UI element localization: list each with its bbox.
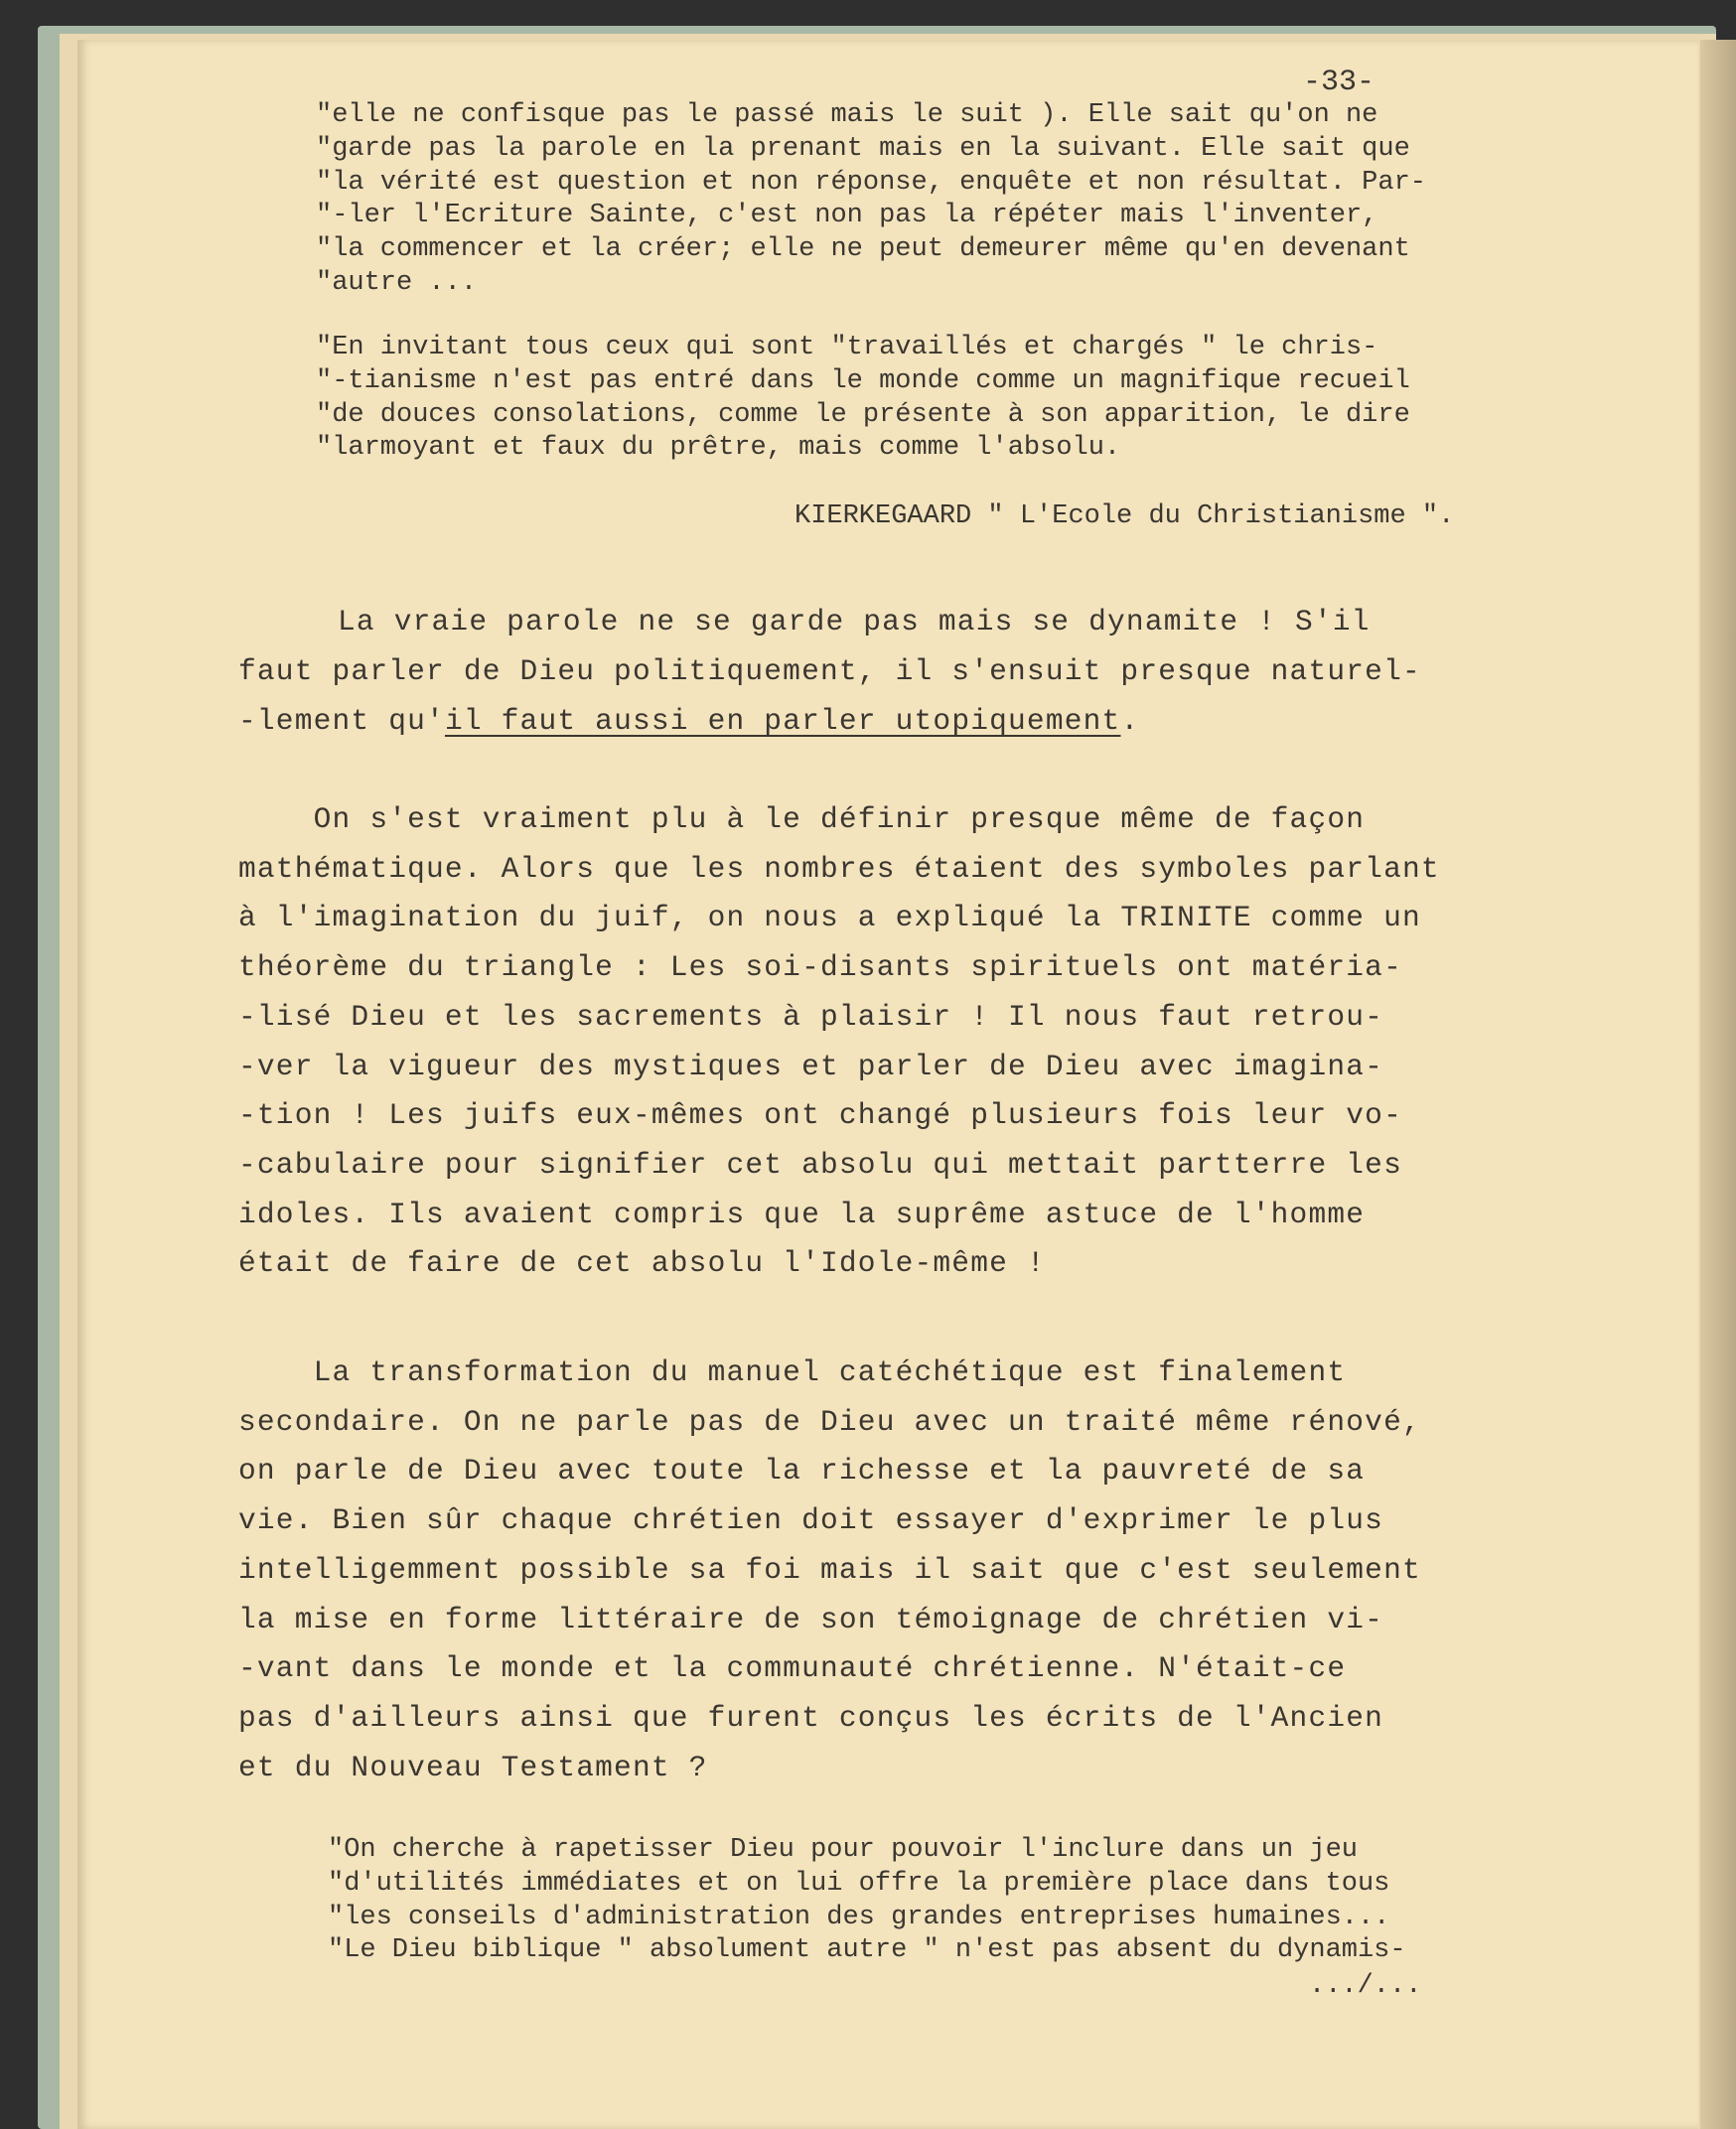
quote-1-line: "-ler l'Ecriture Sainte, c'est non pas la répéter mais l'inventer,	[316, 201, 1378, 231]
paragraph-1-continued	[238, 647, 1421, 746]
paragraph-2-line: -ver la vigueur des mystiques et parler de Dieu avec imagina-	[238, 1049, 1384, 1083]
quote-3-line: "On cherche à rapetisser Dieu pour pouvoir l'inclure dans un jeu	[328, 1835, 1358, 1865]
paragraph-1-line: faut parler de Dieu politiquement, il s'ensuit presque naturel-	[238, 654, 1421, 688]
quote-1-line: "la vérité est question et non réponse, enquête et non résultat. Par-	[316, 167, 1426, 198]
paragraph-2-line: On s'est vraiment plu à le définir presque même de façon	[238, 802, 1366, 836]
quote-attribution: KIERKEGAARD " L'Ecole du Christianisme ".	[795, 501, 1455, 531]
paragraph-2-line: était de faire de cet absolu l'Idole-même !	[238, 1246, 1046, 1281]
paragraph-3-line: intelligemment possible sa foi mais il sait que c'est seulement	[238, 1552, 1421, 1587]
quote-2-line: "de douces consolations, comme le présente à son apparition, le dire	[316, 399, 1410, 430]
paragraph-1-line-suffix: .	[1120, 703, 1140, 738]
quote-2-line: "En invitant tous ceux qui sont "travaillés et chargés " le chris-	[316, 333, 1378, 362]
paragraph-3-line: pas d'ailleurs ainsi que furent conçus les écrits de l'Ancien	[238, 1700, 1384, 1735]
binding-edge	[1700, 40, 1736, 2129]
paragraph-2-line: mathématique. Alors que les nombres étaient des symboles parlant	[238, 851, 1440, 886]
quote-1-line: "elle ne confisque pas le passé mais le suit ). Elle sait qu'on ne	[316, 100, 1378, 130]
paragraph-3-line: on parle de Dieu avec toute la richesse et la pauvreté de sa	[238, 1454, 1366, 1489]
paragraph-3-line: la mise en forme littéraire de son témoignage de chrétien vi-	[238, 1602, 1384, 1636]
block-quote-2	[316, 332, 1410, 466]
paragraph-3-line: secondaire. On ne parle pas de Dieu avec un traité même rénové,	[238, 1404, 1421, 1439]
paragraph-1-line: La vraie parole ne se garde pas mais se dynamite ! S'il	[338, 605, 1371, 639]
quote-1-line: "autre ...	[316, 267, 478, 298]
underlined-emphasis: il faut aussi en parler utopiquement	[444, 703, 1121, 738]
quote-2-line: "-tianisme n'est pas entré dans le monde comme un magnifique recueil	[316, 365, 1410, 396]
quote-3-line: "d'utilités immédiates et on lui offre la première place dans tous	[328, 1868, 1390, 1899]
block-quote-3	[328, 1834, 1406, 1968]
page-number: -33-	[1303, 66, 1375, 99]
paragraph-3-line: et du Nouveau Testament ?	[238, 1750, 708, 1784]
paragraph-2-line: -lisé Dieu et les sacrements à plaisir ! Il nous faut retrou-	[238, 999, 1384, 1034]
block-quote-1	[316, 99, 1426, 301]
continuation-mark: .../...	[1309, 1971, 1422, 2001]
paragraph-2-line: théorème du triangle : Les soi-disants spirituels ont matéria-	[238, 950, 1402, 985]
quote-1-line: "la commencer et la créer; elle ne peut demeurer même qu'en devenant	[316, 234, 1410, 265]
paragraph-2-line: à l'imagination du juif, on nous a expliqué la TRINITE comme un	[238, 901, 1421, 935]
paragraph-3-line: La transformation du manuel catéchétique est finalement	[238, 1355, 1347, 1389]
paragraph-3-line: -vant dans le monde et la communauté chrétienne. N'était-ce	[238, 1651, 1347, 1686]
paragraph-3	[238, 1348, 1421, 1792]
paragraph-2-line: -tion ! Les juifs eux-mêmes ont changé plusieurs fois leur vo-	[238, 1098, 1402, 1133]
paragraph-1-line-prefix: -lement qu'	[238, 703, 445, 738]
quote-3-line: "Le Dieu biblique " absolument autre " n'est pas absent du dynamis-	[328, 1935, 1406, 1966]
paragraph-2-line: idoles. Ils avaient compris que la suprême astuce de l'homme	[238, 1197, 1366, 1231]
quote-2-line: "larmoyant et faux du prêtre, mais comme l'absolu.	[316, 433, 1121, 464]
quote-3-line: "les conseils d'administration des grandes entreprises humaines...	[328, 1902, 1390, 1932]
paragraph-2	[238, 795, 1440, 1289]
paragraph-2-line: -cabulaire pour signifier cet absolu qui mettait partterre les	[238, 1147, 1402, 1182]
paragraph-3-line: vie. Bien sûr chaque chrétien doit essayer d'exprimer le plus	[238, 1503, 1384, 1538]
quote-1-line: "garde pas la parole en la prenant mais en la suivant. Elle sait que	[316, 133, 1410, 164]
